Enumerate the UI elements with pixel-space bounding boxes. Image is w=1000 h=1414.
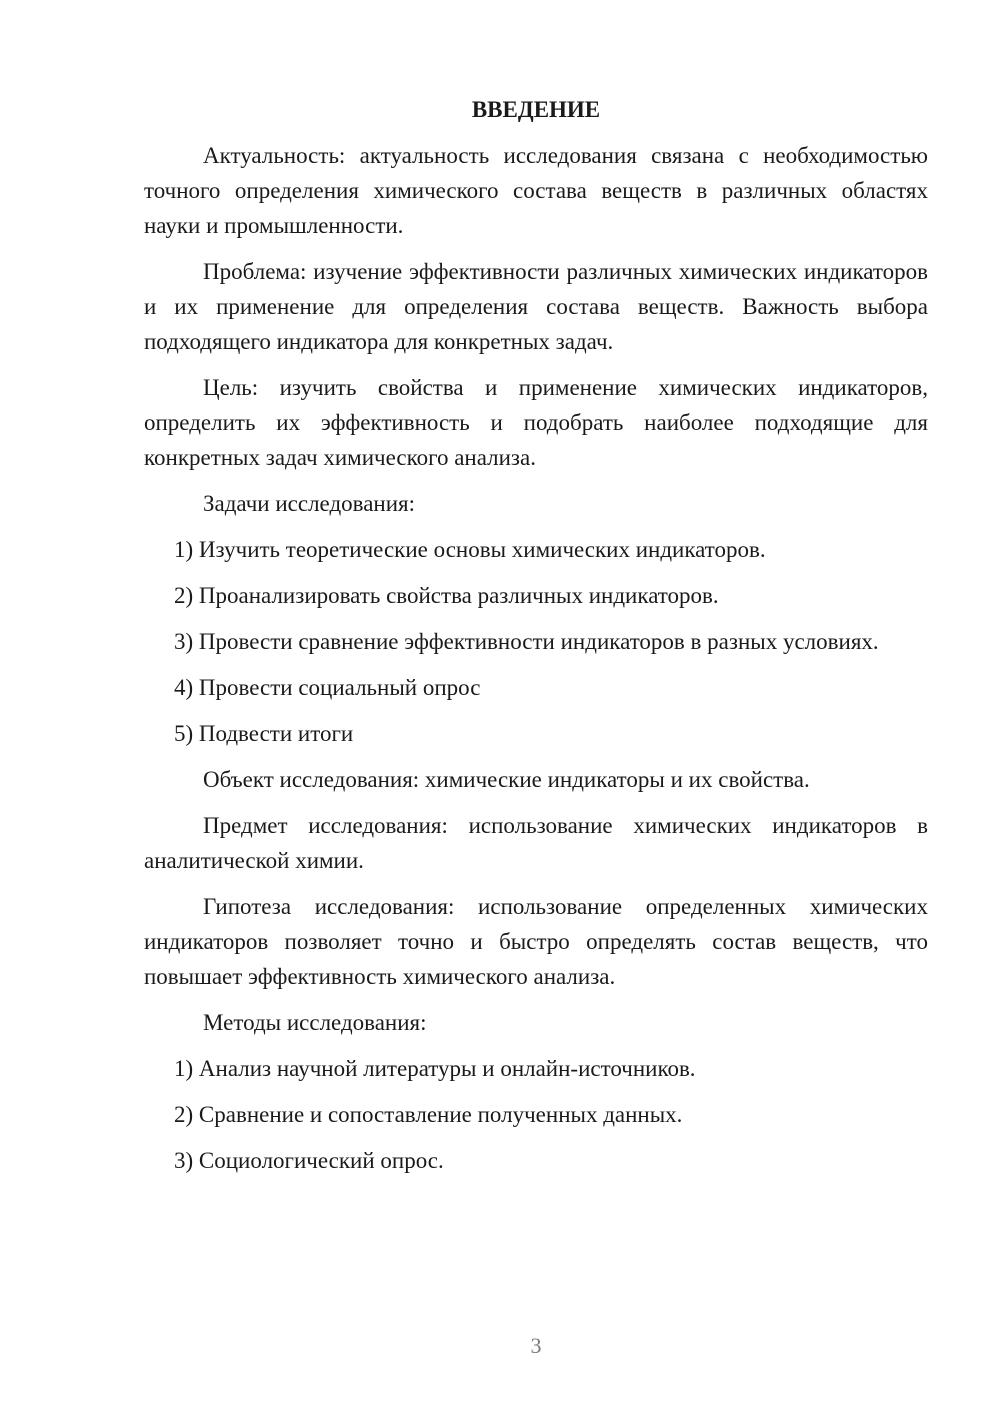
method-item: 3) Социологический опрос. — [174, 1148, 444, 1173]
methods-heading: Методы исследования: — [203, 1010, 427, 1035]
page-number: 3 — [530, 1333, 542, 1358]
subject-paragraph: Предмет исследования: использование химических индикаторов в аналитической химии. — [144, 813, 928, 873]
tasks-heading: Задачи исследования: — [203, 491, 416, 516]
section-heading: ВВЕДЕНИЕ — [471, 97, 601, 122]
page-body — [144, 92, 928, 1189]
problem-paragraph: Проблема: изучение эффективности различных химических индикаторов и их применение для определения состава веществ. Важность выбора подходящего индикатора для конкретных задач. — [144, 259, 928, 354]
method-item: 1) Анализ научной литературы и онлайн-источников. — [174, 1056, 696, 1081]
task-item: 5) Подвести итоги — [174, 721, 354, 746]
relevance-paragraph: Актуальность: актуальность исследования связана с необходимостью точного определения химического состава веществ в различных областях науки и промышленности. — [144, 143, 928, 238]
hypothesis-paragraph: Гипотеза исследования: использование определенных химических индикаторов позволяет точно и быстро определять состав веществ, что повышает эффективность химического анализа. — [144, 894, 928, 989]
task-item: 4) Провести социальный опрос — [174, 675, 481, 700]
object-paragraph: Объект исследования: химические индикаторы и их свойства. — [203, 767, 810, 792]
task-item: 3) Провести сравнение эффективности индикаторов в разных условиях. — [174, 629, 879, 654]
task-item: 1) Изучить теоретические основы химических индикаторов. — [174, 537, 766, 562]
method-item: 2) Сравнение и сопоставление полученных данных. — [174, 1102, 683, 1127]
goal-paragraph: Цель: изучить свойства и применение химических индикаторов, определить их эффективность и подобрать наиболее подходящие для конкретных задач химического анализа. — [144, 375, 928, 470]
task-item: 2) Проанализировать свойства различных индикаторов. — [174, 583, 719, 608]
